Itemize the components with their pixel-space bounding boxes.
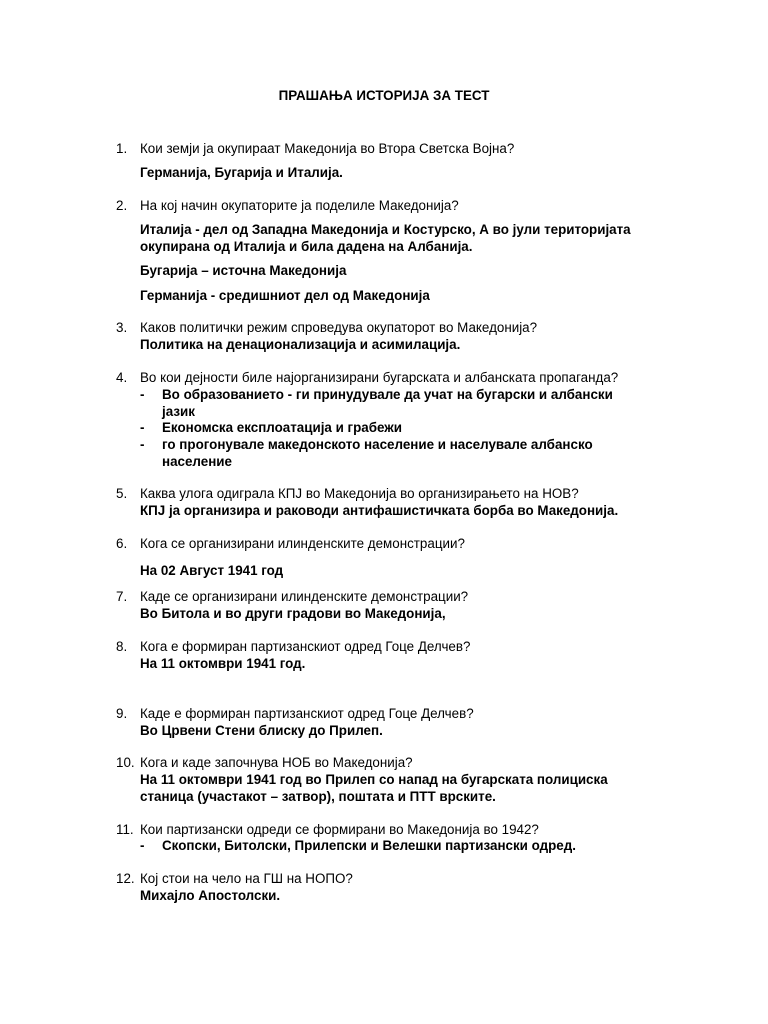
question-text: Кои партизански одреди се формирани во Македонија во 1942? — [140, 822, 539, 837]
question-number: 6. — [116, 536, 128, 551]
page-title: ПРАШАЊА ИСТОРИЈА ЗА ТЕСТ — [278, 88, 490, 103]
question-text: Каде се организирани илинденските демонстрации? — [140, 589, 469, 604]
bullet-item: Скопски, Битолски, Прилепски и Велешки партизански одред. — [162, 838, 576, 853]
question-number: 2. — [116, 198, 128, 213]
answer-text: Италија - дел од Западна Македонија и Костурско, А во јули територијата — [140, 222, 631, 237]
question-number: 7. — [116, 589, 128, 604]
answer-text: Во Црвени Стени блиску до Прилеп. — [140, 723, 383, 738]
question-number: 8. — [116, 639, 128, 654]
answer-text: На 11 октомври 1941 год. — [140, 656, 306, 671]
answer-text: Германија, Бугарија и Италија. — [140, 165, 343, 180]
answer-text: станица (участакот – затвор), поштата и ПТТ врските. — [140, 789, 496, 804]
question-number: 12. — [116, 871, 135, 886]
bullet-item: Во образованието - ги принудувале да учат на бугарски и албански — [162, 387, 613, 402]
question-text: На кој начин окупаторите ја поделиле Македонија? — [140, 198, 459, 213]
answer-text: Бугарија – источна Македонија — [140, 263, 347, 278]
question-text: Каков политички режим спроведува окупаторот во Македонија? — [140, 320, 538, 335]
bullet-item-continuation: јазик — [162, 404, 195, 419]
question-text: Кои земји ја окупираат Македонија во Втора Светска Војна? — [140, 141, 515, 156]
question-number: 11. — [116, 822, 134, 837]
answer-text: окупирана од Италија и била дадена на Албанија. — [140, 239, 473, 254]
bullet-dash: - — [140, 420, 145, 435]
answer-text: Политика на денационализација и асимилација. — [140, 337, 461, 352]
answer-text: На 11 октомври 1941 год во Прилеп со напад на бугарската полициска — [140, 772, 608, 787]
question-number: 4. — [116, 370, 128, 385]
question-number: 5. — [116, 486, 128, 501]
question-text: Кога се организирани илинденските демонстрации? — [140, 536, 465, 551]
question-number: 1. — [116, 141, 128, 156]
question-number: 10. — [116, 755, 135, 770]
answer-text: Михајло Апостолски. — [140, 888, 281, 903]
bullet-dash: - — [140, 838, 145, 853]
answer-text: На 02 Август 1941 год — [140, 563, 284, 578]
question-number: 9. — [116, 706, 128, 721]
question-text: Кога и каде започнува НОБ во Македонија? — [140, 755, 413, 770]
answer-text: КПЈ ја организира и раководи антифашистичката борба во Македонија. — [140, 503, 619, 518]
bullet-item: го прогонувале македонското население и населувале албанско — [162, 437, 593, 452]
question-number: 3. — [116, 320, 128, 335]
question-text: Кој стои на чело на ГШ на НОПО? — [140, 871, 353, 886]
bullet-item-continuation: население — [162, 454, 232, 469]
bullet-dash: - — [140, 387, 145, 402]
question-text: Во кои дејности биле најорганизирани бугарската и албанската пропаганда? — [140, 370, 619, 385]
bullet-dash: - — [140, 437, 145, 452]
answer-text: Во Битола и во други градови во Македонија, — [140, 606, 446, 621]
answer-text: Германија - средишниот дел од Македонија — [140, 288, 430, 303]
bullet-item: Економска експлоатација и грабежи — [162, 420, 403, 435]
question-text: Каде е формиран партизанскиот одред Гоце Делчев? — [140, 706, 474, 721]
question-text: Кога е формиран партизанскиот одред Гоце Делчев? — [140, 639, 471, 654]
question-text: Каква улога одиграла КПЈ во Македонија во организирањето на НОВ? — [140, 486, 579, 501]
